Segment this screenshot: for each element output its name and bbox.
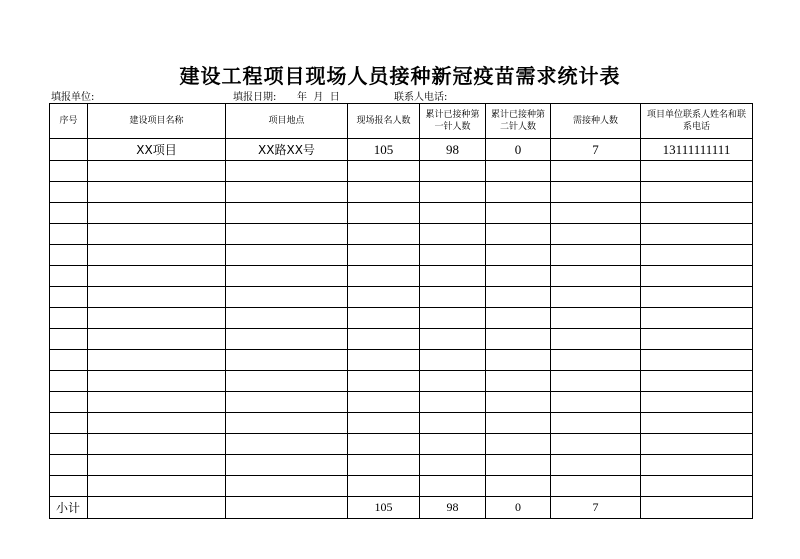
table-body [50,139,753,519]
col-header-needed: 需接种人数 [551,104,641,139]
table-row-empty [50,266,753,287]
table-row-empty [50,182,753,203]
col-header-project-location: 项目地点 [226,104,348,139]
subtotal-empty-contact [641,497,753,519]
cell-dose1: 98 [420,139,486,161]
table-row-empty [50,161,753,182]
cell-project-name: XX项目 [88,139,226,161]
cell-serial [50,139,88,161]
subtotal-dose1: 98 [420,497,486,519]
col-header-serial: 序号 [50,104,88,139]
subtotal-empty-name [88,497,226,519]
table-row-empty [50,308,753,329]
cell-project-location: XX路XX号 [226,139,348,161]
col-header-registered: 现场报名人数 [348,104,420,139]
statistics-table [49,103,753,519]
table-row-empty [50,476,753,497]
subtotal-empty-location [226,497,348,519]
table-row-empty [50,455,753,476]
col-header-dose1: 累计已接种第一针人数 [420,104,486,139]
cell-registered: 105 [348,139,420,161]
cell-contact: 13111111111 [641,139,753,161]
table-row-empty [50,413,753,434]
table-row-empty [50,203,753,224]
cell-needed: 7 [551,139,641,161]
table-row [50,139,753,161]
table-row-empty [50,392,753,413]
table-row-empty [50,350,753,371]
page-title: 建设工程项目现场人员接种新冠疫苗需求统计表 [179,64,621,88]
subtotal-registered: 105 [348,497,420,519]
col-header-contact: 项目单位联系人姓名和联系电话 [641,104,753,139]
fill-date-value: 年 月 日 [297,92,340,103]
table-row-empty [50,287,753,308]
table-row-empty [50,224,753,245]
col-header-dose2: 累计已接种第二针人数 [486,104,551,139]
table-row-empty [50,434,753,455]
col-header-project-name: 建设项目名称 [88,104,226,139]
table-row-empty [50,329,753,350]
subtotal-dose2: 0 [486,497,551,519]
subtotal-label: 小计 [50,497,88,519]
cell-dose2: 0 [486,139,551,161]
fill-unit-label: 填报单位: [51,92,95,103]
fill-date-label: 填报日期: [233,92,277,103]
contact-phone-label: 联系人电话: [394,92,448,103]
subtotal-row [50,497,753,519]
table-row-empty [50,371,753,392]
table-header-row [50,104,753,139]
table-row-empty [50,245,753,266]
subtotal-needed: 7 [551,497,641,519]
